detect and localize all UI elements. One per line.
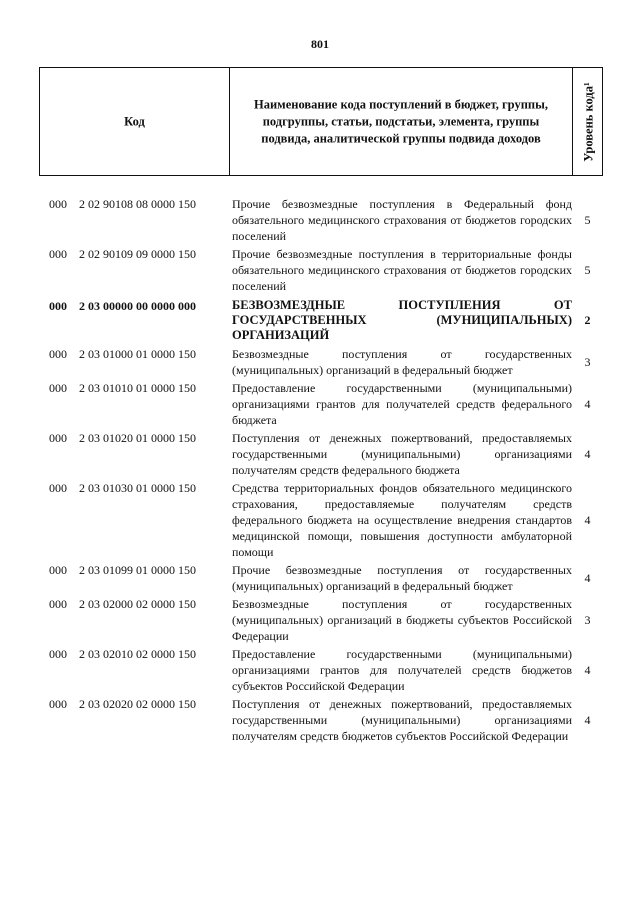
row-level: 4 <box>584 712 591 727</box>
row-name: Прочие безвозмездные поступления в территориальные фонды обязательного медицинского страхования от бюджетов городских поселений <box>232 247 572 293</box>
row-name: Безвозмездные поступления от государственных (муниципальных) организаций в бюджеты субъектов Российской Федерации <box>232 597 572 643</box>
header-name-label: Наименование кода поступлений в бюджет, группы, подгруппы, статьи, подстатьи, элемента, группы подвида, аналитической группы подвида доходов <box>254 97 548 145</box>
header-code-label: Код <box>124 114 145 128</box>
table-row <box>39 562 603 594</box>
row-admin-code: 000 <box>49 563 67 577</box>
row-level: 3 <box>584 612 591 627</box>
row-admin-code: 000 <box>49 431 67 445</box>
row-admin-code: 000 <box>49 597 67 611</box>
row-admin-code: 000 <box>49 247 67 261</box>
row-name: Поступления от денежных пожертвований, предоставляемых государственными (муниципальными) организациями получателям средств федерального бюджета <box>232 431 572 477</box>
row-level: 2 <box>584 313 591 327</box>
table-header <box>39 67 603 176</box>
table-body <box>39 196 603 746</box>
header-level-cell <box>573 68 604 175</box>
table-row <box>39 246 603 294</box>
row-level: 4 <box>584 396 591 411</box>
row-level: 4 <box>584 446 591 461</box>
header-name-cell <box>230 68 573 175</box>
header-level-label: Уровень кода¹ <box>581 81 595 162</box>
row-code: 2 02 90109 09 0000 150 <box>79 247 196 261</box>
row-code: 2 03 01000 01 0000 150 <box>79 347 196 361</box>
table-row <box>39 596 603 644</box>
row-level: 5 <box>584 262 591 277</box>
row-code: 2 03 02010 02 0000 150 <box>79 647 196 661</box>
row-name: Средства территориальных фондов обязательного медицинского страхования, предоставляемые получателям средств федерального бюджета на осуществление внедрения стандартов медицинской помощи, повышения доступности амбулаторной помощи <box>232 481 572 559</box>
row-name: Безвозмездные поступления от государственных (муниципальных) организаций в федеральный бюджет <box>232 347 572 377</box>
table-row <box>39 298 603 343</box>
row-code: 2 03 01010 01 0000 150 <box>79 381 196 395</box>
header-code-cell <box>40 68 230 175</box>
table-row <box>39 196 603 244</box>
table-row <box>39 380 603 428</box>
row-code: 2 03 01020 01 0000 150 <box>79 431 196 445</box>
table-row <box>39 346 603 378</box>
row-code: 2 03 01099 01 0000 150 <box>79 563 196 577</box>
table-row <box>39 646 603 694</box>
row-code: 2 02 90108 08 0000 150 <box>79 197 196 211</box>
row-name: Прочие безвозмездные поступления от государственных (муниципальных) организаций в федеральный бюджет <box>232 563 572 593</box>
table-row <box>39 480 603 560</box>
row-admin-code: 000 <box>49 647 67 661</box>
row-code: 2 03 00000 00 0000 000 <box>79 299 196 313</box>
table-row <box>39 430 603 478</box>
row-admin-code: 000 <box>49 381 67 395</box>
row-admin-code: 000 <box>49 481 67 495</box>
row-name: Поступления от денежных пожертвований, предоставляемых государственными (муниципальными) организациями получателям средств бюджетов субъектов Российской Федерации <box>232 697 572 743</box>
row-level: 4 <box>584 512 591 527</box>
row-code: 2 03 02000 02 0000 150 <box>79 597 196 611</box>
row-level: 5 <box>584 212 591 227</box>
row-name: Предоставление государственными (муниципальными) организациями грантов для получателей средств федерального бюджета <box>232 381 572 427</box>
row-admin-code: 000 <box>49 347 67 361</box>
row-name: Прочие безвозмездные поступления в Федеральный фонд обязательного медицинского страхования от бюджетов городских поселений <box>232 197 572 243</box>
row-name: Предоставление государственными (муниципальными) организациями грантов для получателей средств бюджетов субъектов Российской Федерации <box>232 647 572 693</box>
row-admin-code: 000 <box>49 197 67 211</box>
page-number: 801 <box>311 37 329 51</box>
row-code: 2 03 01030 01 0000 150 <box>79 481 196 495</box>
table-row <box>39 696 603 744</box>
row-code: 2 03 02020 02 0000 150 <box>79 697 196 711</box>
row-level: 3 <box>584 354 591 369</box>
row-admin-code: 000 <box>49 299 67 313</box>
row-admin-code: 000 <box>49 697 67 711</box>
row-level: 4 <box>584 662 591 677</box>
row-name: БЕЗВОЗМЕЗДНЫЕ ПОСТУПЛЕНИЯ ОТ ГОСУДАРСТВЕННЫХ (МУНИЦИПАЛЬНЫХ) ОРГАНИЗАЦИЙ <box>232 298 572 342</box>
row-level: 4 <box>584 570 591 585</box>
